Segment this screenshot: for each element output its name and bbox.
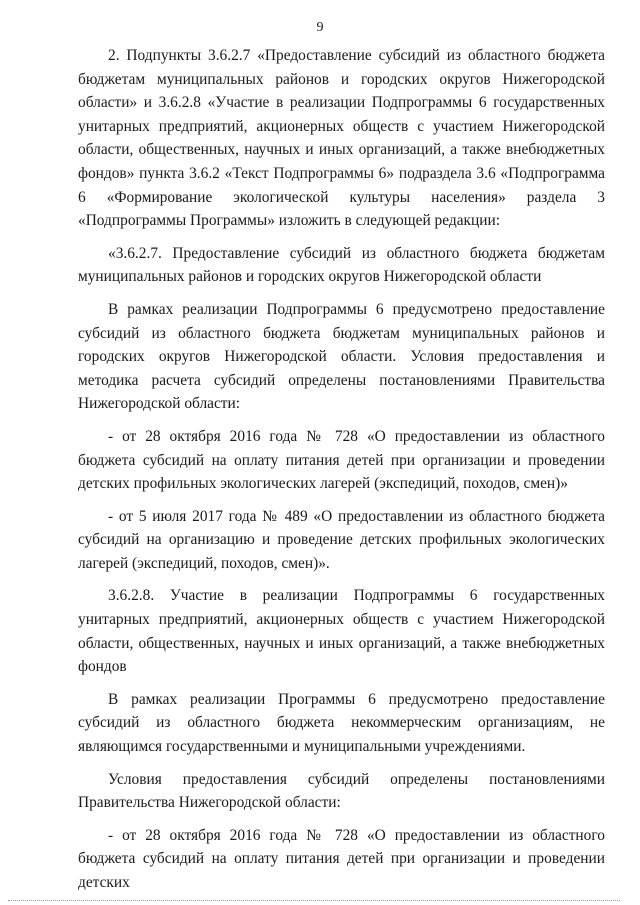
paragraph-heading-3-6-2-8: 3.6.2.8. Участие в реализации Подпрограммы 6 государственных унитарных предприятий, акционерных обществ с участием Нижегородской области, общественных, научных и иных организаций, а также внебюджетных фондов xyxy=(78,587,605,676)
paragraph-heading-3-6-2-7: «3.6.2.7. Предоставление субсидий из областного бюджета бюджетам муниципальных районов и городских округов Нижегородской области xyxy=(78,244,605,286)
list-item-decree-728: - от 28 октября 2016 года № 728 «О предоставлении из областного бюджета субсидий на оплату питания детей при организации и проведении детских профильных экологических лагерей (экспедиций, походов, смен)» xyxy=(78,427,605,493)
paragraph-conditions: Условия предоставления субсидий определены постановлениями Правительства Нижегородской области: xyxy=(78,770,605,812)
page-number: 9 xyxy=(316,20,324,35)
list-item-decree-728-repeat: - от 28 октября 2016 года № 728 «О предоставлении из областного бюджета субсидий на оплату питания детей при организации и проведении детских xyxy=(78,826,605,891)
paragraph-amendment-intro: 2. Подпункты 3.6.2.7 «Предоставление субсидий из областного бюджета бюджетам муниципальных районов и городских округов Нижегородской области» и 3.6.2.8 «Участие в реализации Подпрограммы 6 государственных унитарных предприятий, акционерных обществ с участием Нижегородской области, общественных, научных и иных организаций, а также внебюджетных фондов» пункта 3.6.2 «Текст Подпрограммы 6» подраздела 3.6 «Подпрограмма 6 «Формирование экологической культуры населения» раздела 3 «Подпрограммы Программы» изложить в следующей редакции: xyxy=(78,47,605,230)
scan-edge-line xyxy=(8,898,620,901)
list-item-decree-489: - от 5 июля 2017 года № 489 «О предоставлении из областного бюджета субсидий на организацию и проведение детских профильных экологических лагерей (экспедиций, походов, смен)». xyxy=(78,507,605,572)
document-body xyxy=(78,44,605,904)
paragraph-subsidy-framework: В рамках реализации Подпрограммы 6 предусмотрено предоставление субсидий из областного бюджета бюджетам муниципальных районов и городских округов Нижегородской области. Условия предоставления и методика расчета субсидий определены постановлениями Правительства Нижегородской области: xyxy=(78,300,605,413)
paragraph-nonprofit-subsidies: В рамках реализации Программы 6 предусмотрено предоставление субсидий из областного бюджета некоммерческим организациям, не являющимся государственными и муниципальными учреждениями. xyxy=(78,690,605,756)
